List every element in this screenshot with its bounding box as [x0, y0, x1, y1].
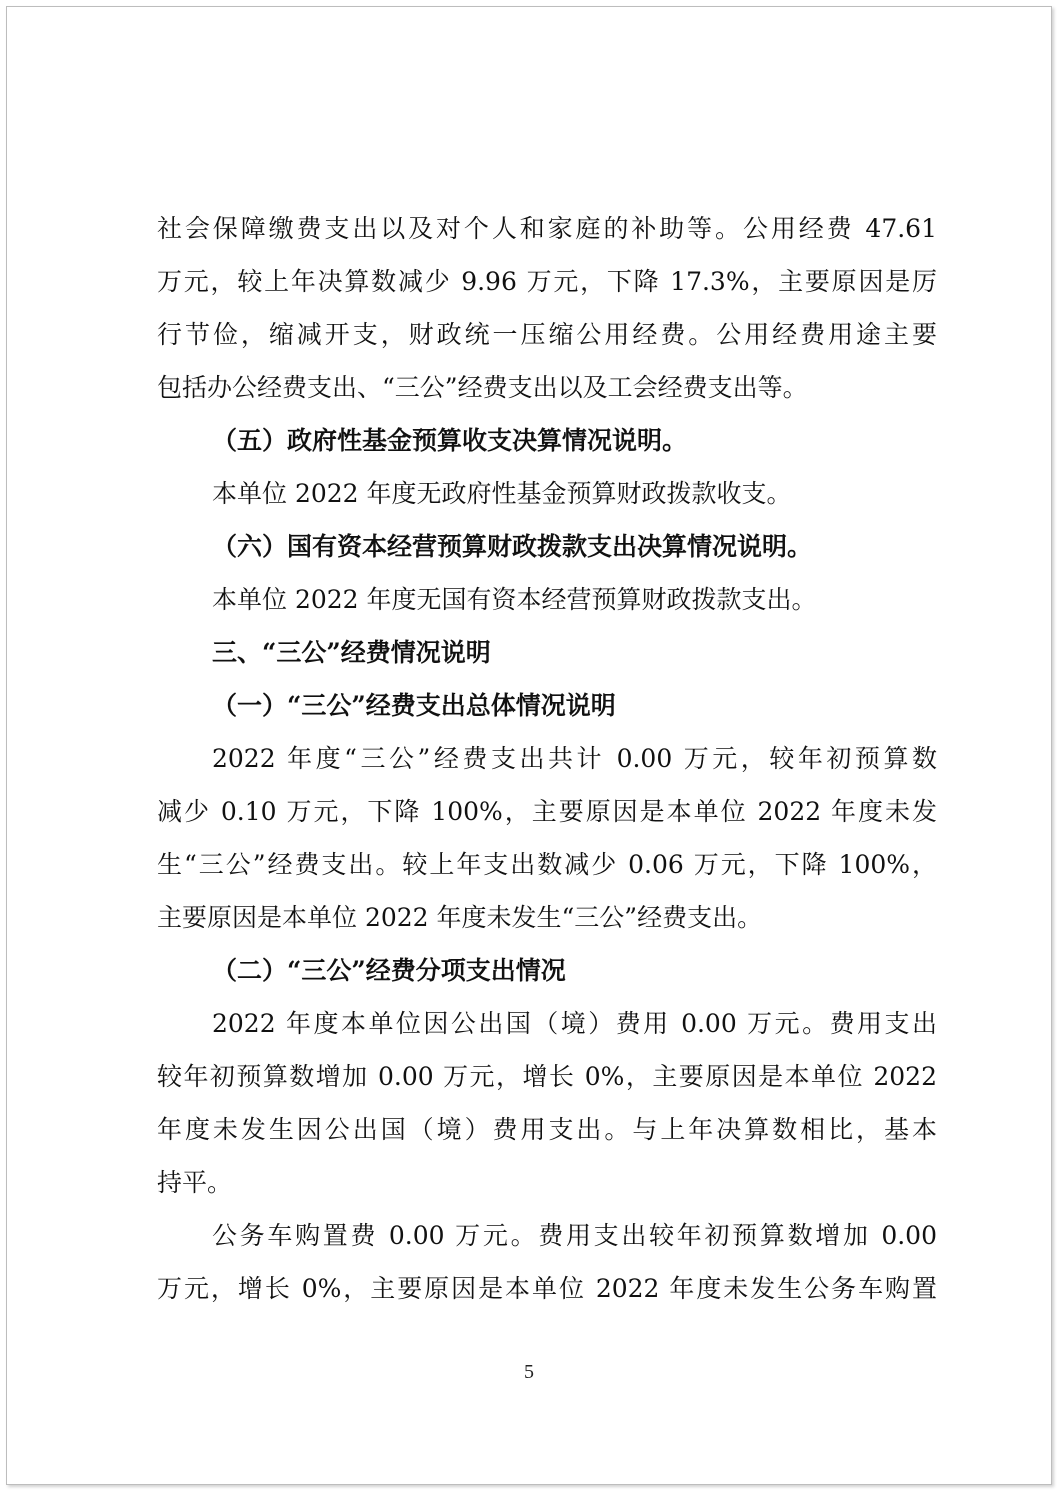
paragraph-line: 本单位 2022 年度无国有资本经营预算财政拨款支出。: [212, 585, 817, 614]
paragraph-line: 公务车购置费 0.00 万元。费用支出较年初预算数增加 0.00: [212, 1221, 937, 1250]
paragraph-line: 2022 年度“三公”经费支出共计 0.00 万元，较年初预算数: [212, 744, 937, 773]
paragraph-line: 万元，增长 0%，主要原因是本单位 2022 年度未发生公务车购置: [157, 1274, 937, 1303]
subsection-heading-two: （二）“三公”经费分项支出情况: [212, 956, 566, 985]
document-page: [6, 6, 1052, 1485]
paragraph-line: 生“三公”经费支出。较上年支出数减少 0.06 万元，下降 100%，: [157, 850, 937, 879]
paragraph-line: 较年初预算数增加 0.00 万元，增长 0%，主要原因是本单位 2022: [157, 1062, 937, 1091]
paragraph-line: 行节俭，缩减开支，财政统一压缩公用经费。公用经费用途主要: [157, 320, 937, 349]
section-heading-three: 三、“三公”经费情况说明: [212, 638, 491, 667]
paragraph-line: 2022 年度本单位因公出国（境）费用 0.00 万元。费用支出: [212, 1009, 937, 1038]
section-heading-five: （五）政府性基金预算收支决算情况说明。: [212, 426, 688, 455]
paragraph-line: 年度未发生因公出国（境）费用支出。与上年决算数相比，基本: [157, 1115, 937, 1144]
paragraph-line: 万元，较上年决算数减少 9.96 万元，下降 17.3%，主要原因是厉: [157, 267, 937, 296]
paragraph-line: 社会保障缴费支出以及对个人和家庭的补助等。公用经费 47.61: [157, 214, 937, 243]
page-content: [7, 7, 1051, 1484]
paragraph-line: 本单位 2022 年度无政府性基金预算财政拨款收支。: [212, 479, 792, 508]
paragraph-line: 主要原因是本单位 2022 年度未发生“三公”经费支出。: [157, 903, 763, 932]
paragraph-line: 减少 0.10 万元，下降 100%，主要原因是本单位 2022 年度未发: [157, 797, 937, 826]
paragraph-line: 包括办公经费支出、“三公”经费支出以及工会经费支出等。: [157, 373, 808, 402]
paragraph-line: 持平。: [157, 1168, 233, 1197]
subsection-heading-one: （一）“三公”经费支出总体情况说明: [212, 691, 616, 720]
section-heading-six: （六）国有资本经营预算财政拨款支出决算情况说明。: [212, 532, 813, 561]
page-number: 5: [524, 1361, 534, 1383]
